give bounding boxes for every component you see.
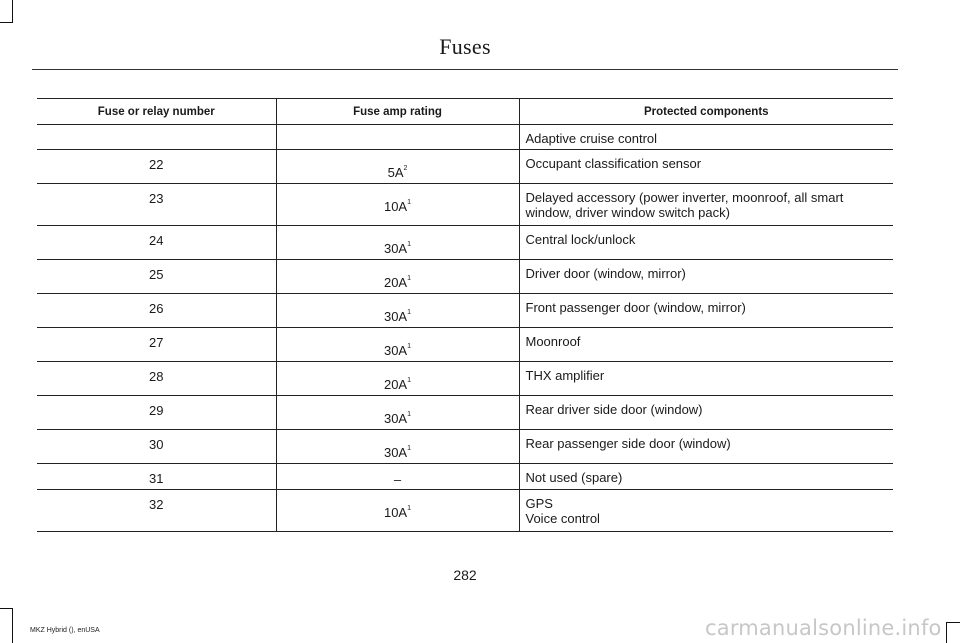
column-header-amp: Fuse amp rating <box>276 99 519 125</box>
footnote-marker: 1 <box>407 342 412 350</box>
amp-rating-value: 30A <box>383 445 408 460</box>
amp-rating-value: 5A <box>387 165 404 180</box>
component-line: Front passenger door (window, mirror) <box>525 300 746 315</box>
protected-components-cell <box>519 328 893 362</box>
table-row <box>37 362 893 396</box>
amp-rating-value: 30A <box>383 309 408 324</box>
fuse-number-cell: 31 <box>37 464 276 490</box>
component-line: Rear passenger side door (window) <box>525 436 731 451</box>
table-row <box>37 328 893 362</box>
document-label: MKZ Hybrid (), enUSA <box>30 627 100 634</box>
amp-rating-value: – <box>393 472 402 487</box>
amp-rating-cell <box>276 294 519 328</box>
fuse-number-cell: 24 <box>37 226 276 260</box>
fuse-number-cell: 26 <box>37 294 276 328</box>
crop-mark <box>12 0 13 22</box>
protected-components-cell <box>519 490 893 532</box>
protected-components-cell <box>519 150 893 184</box>
protected-components-cell <box>519 226 893 260</box>
table-row <box>37 294 893 328</box>
fuse-number-cell <box>37 125 276 150</box>
crop-mark <box>12 608 13 643</box>
amp-rating-value: 10A <box>383 199 408 214</box>
footnote-marker: 1 <box>407 504 412 512</box>
protected-components-cell <box>519 125 893 150</box>
table-row <box>37 125 893 150</box>
crop-mark <box>0 608 13 609</box>
watermark: carmanualsonline.info <box>705 616 942 640</box>
amp-rating-cell <box>276 490 519 532</box>
column-header-components: Protected components <box>519 99 893 125</box>
page-number: 282 <box>453 567 477 583</box>
component-line: Adaptive cruise control <box>525 131 658 146</box>
amp-rating-cell <box>276 328 519 362</box>
crop-mark <box>0 22 13 23</box>
table-row <box>37 464 893 490</box>
amp-rating-cell <box>276 396 519 430</box>
amp-rating-cell <box>276 184 519 226</box>
fuse-table <box>37 98 893 532</box>
amp-rating-cell <box>276 464 519 490</box>
amp-rating-cell <box>276 150 519 184</box>
crop-mark <box>946 622 947 643</box>
footnote-marker: 1 <box>407 308 412 316</box>
component-line: THX amplifier <box>525 368 605 383</box>
protected-components-cell <box>519 430 893 464</box>
amp-rating-cell <box>276 226 519 260</box>
footnote-marker: 1 <box>407 198 412 206</box>
crop-mark <box>946 622 960 623</box>
amp-rating-value: 20A <box>383 275 408 290</box>
fuse-number-cell: 30 <box>37 430 276 464</box>
component-line: Rear driver side door (window) <box>525 402 703 417</box>
component-line: Not used (spare) <box>525 470 623 485</box>
title-divider <box>32 69 898 70</box>
amp-rating-cell <box>276 362 519 396</box>
amp-rating-value: 10A <box>383 505 408 520</box>
component-line: GPS <box>525 496 553 511</box>
table-row <box>37 260 893 294</box>
protected-components-cell <box>519 396 893 430</box>
table-row <box>37 150 893 184</box>
protected-components-cell <box>519 362 893 396</box>
fuse-number-cell: 27 <box>37 328 276 362</box>
footnote-marker: 1 <box>407 444 412 452</box>
table-body <box>37 125 893 532</box>
footnote-marker: 2 <box>403 164 408 172</box>
footnote-marker: 1 <box>407 410 412 418</box>
amp-rating-value: 30A <box>383 343 408 358</box>
component-line: Occupant classification sensor <box>525 156 702 171</box>
protected-components-cell <box>519 184 893 226</box>
table-row <box>37 430 893 464</box>
component-line: Delayed accessory (power inverter, moonroof, all smart <box>525 190 844 205</box>
fuse-number-cell: 23 <box>37 184 276 226</box>
page-title: Fuses <box>439 34 491 59</box>
footnote-marker: 1 <box>407 240 412 248</box>
table-header-row <box>37 99 893 125</box>
protected-components-cell <box>519 294 893 328</box>
table-row <box>37 396 893 430</box>
fuse-number-cell: 25 <box>37 260 276 294</box>
protected-components-cell <box>519 260 893 294</box>
table-row <box>37 226 893 260</box>
table-row <box>37 184 893 226</box>
component-line: Moonroof <box>525 334 581 349</box>
component-line: Central lock/unlock <box>525 232 636 247</box>
protected-components-cell <box>519 464 893 490</box>
fuse-number-cell: 29 <box>37 396 276 430</box>
fuse-number-cell: 32 <box>37 490 276 532</box>
amp-rating-value: 30A <box>383 241 408 256</box>
fuse-number-cell: 28 <box>37 362 276 396</box>
amp-rating-cell <box>276 260 519 294</box>
table-row <box>37 490 893 532</box>
amp-rating-cell <box>276 125 519 150</box>
footnote-marker: 1 <box>407 376 412 384</box>
component-line: Driver door (window, mirror) <box>525 266 686 281</box>
amp-rating-value: 30A <box>383 411 408 426</box>
footnote-marker: 1 <box>407 274 412 282</box>
component-line: window, driver window switch pack) <box>525 205 730 220</box>
amp-rating-cell <box>276 430 519 464</box>
component-line: Voice control <box>525 511 600 526</box>
fuse-number-cell: 22 <box>37 150 276 184</box>
column-header-number: Fuse or relay number <box>37 99 276 125</box>
amp-rating-value: 20A <box>383 377 408 392</box>
